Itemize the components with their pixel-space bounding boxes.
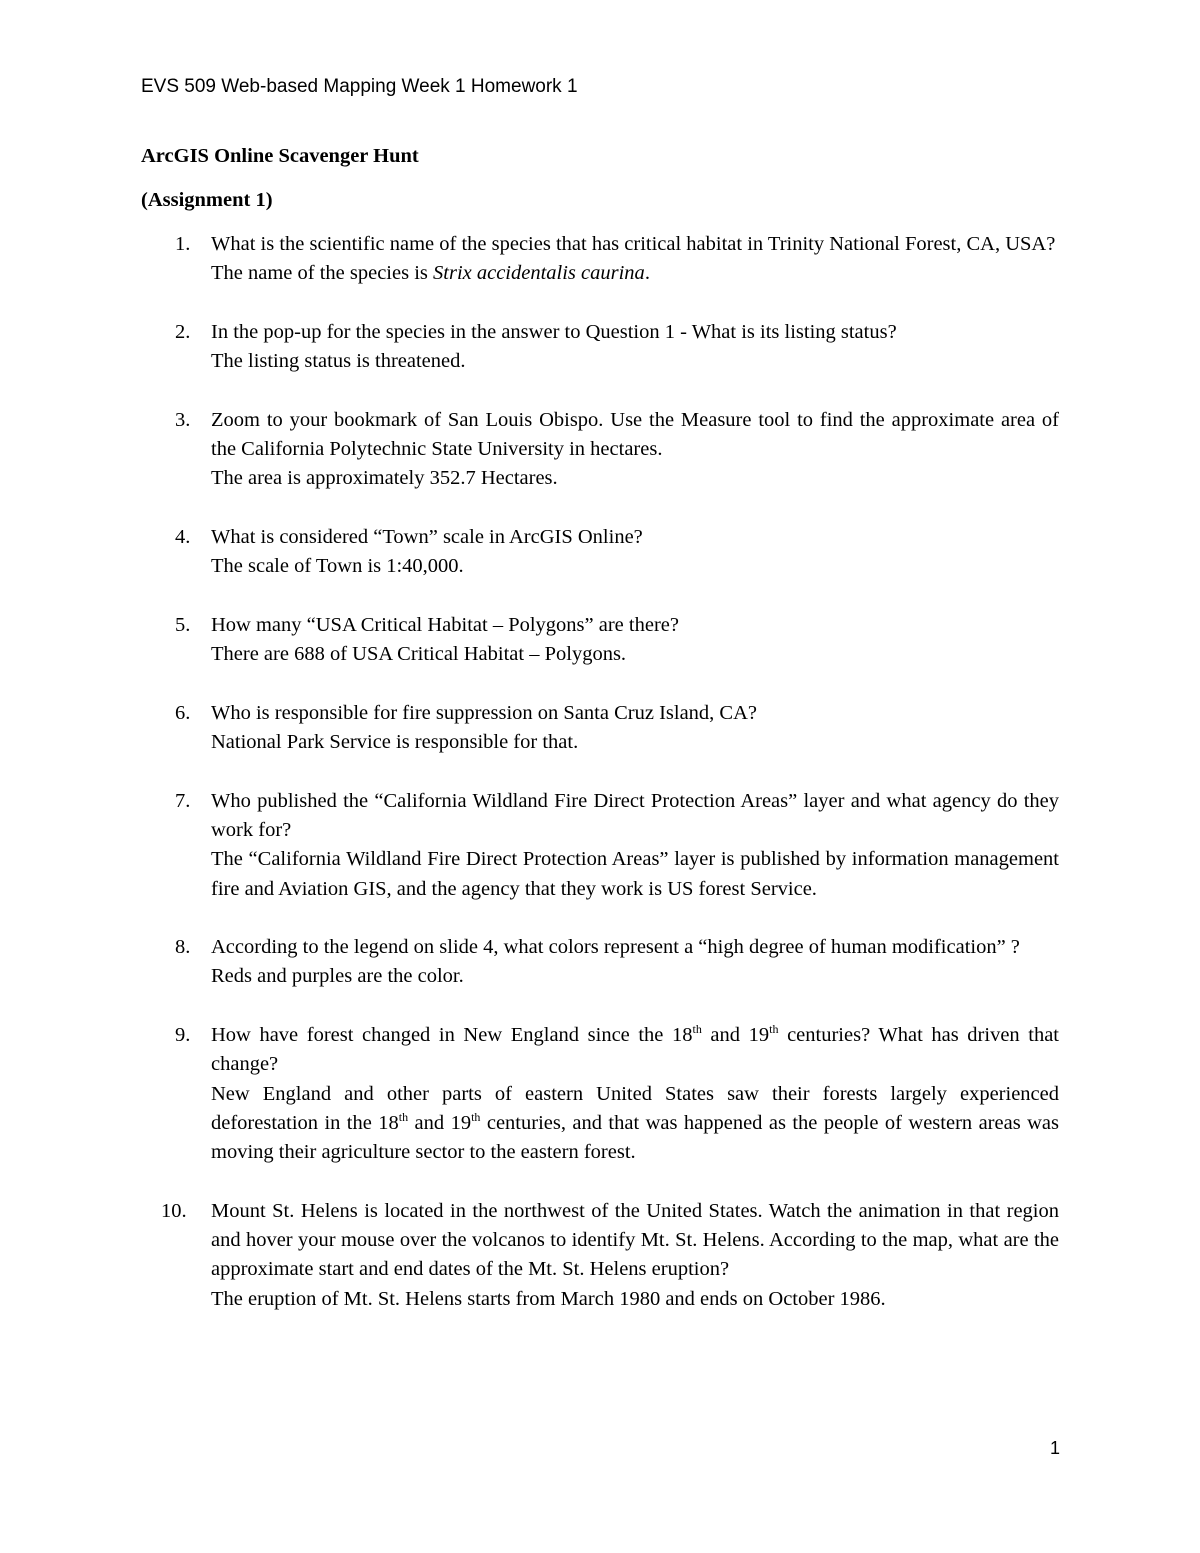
answer-prefix: The name of the species is bbox=[211, 262, 434, 285]
question-text bbox=[211, 1021, 1059, 1080]
ordinal-suffix: th bbox=[398, 1110, 409, 1125]
question-text: Who published the “California Wildland Fire Direct Protection Areas” layer and what agency do they work for? bbox=[211, 789, 1059, 841]
question-number: 10. bbox=[161, 1199, 187, 1222]
question-number: 1. bbox=[175, 232, 191, 255]
answer-text: There are 688 of USA Critical Habitat – Polygons. bbox=[211, 643, 627, 666]
question-item-8 bbox=[141, 933, 1059, 992]
question-number: 6. bbox=[175, 701, 191, 724]
answer-part: and 19 bbox=[408, 1111, 472, 1134]
question-text: Zoom to your bookmark of San Louis Obispo. Use the Measure tool to find the approximate area of the California Polytechnic State University in hectares. bbox=[211, 408, 1059, 461]
question-item-1 bbox=[141, 230, 1059, 289]
question-number: 7. bbox=[175, 789, 191, 812]
question-part: and 19 bbox=[701, 1023, 770, 1046]
question-item-7 bbox=[141, 787, 1059, 904]
question-part: How have forest changed in New England since the 18 bbox=[211, 1023, 693, 1046]
answer-text: Reds and purples are the color. bbox=[211, 965, 464, 988]
question-list bbox=[141, 230, 1059, 1314]
answer-text bbox=[211, 259, 1059, 288]
question-item-2 bbox=[141, 318, 1059, 377]
question-number: 5. bbox=[175, 613, 191, 636]
answer-text: The scale of Town is 1:40,000. bbox=[211, 555, 464, 578]
answer-text bbox=[211, 1080, 1059, 1168]
question-item-9 bbox=[141, 1021, 1059, 1167]
document-subtitle: (Assignment 1) bbox=[141, 188, 273, 211]
answer-text: National Park Service is responsible for that. bbox=[211, 731, 579, 754]
answer-text: The eruption of Mt. St. Helens starts from March 1980 and ends on October 1986. bbox=[211, 1287, 886, 1310]
answer-text: The area is approximately 352.7 Hectares. bbox=[211, 467, 558, 490]
ordinal-suffix: th bbox=[471, 1110, 481, 1125]
question-text: Who is responsible for fire suppression on Santa Cruz Island, CA? bbox=[211, 701, 757, 724]
ordinal-suffix: th bbox=[692, 1022, 702, 1037]
question-text: In the pop-up for the species in the answer to Question 1 - What is its listing status? bbox=[211, 320, 897, 343]
question-text: Mount St. Helens is located in the northwest of the United States. Watch the animation in that region and hover your mouse over the volcanos to identify Mt. St. Helens. According to the map, what are the approximate start and end dates of the Mt. St. Helens eruption? bbox=[211, 1199, 1059, 1281]
question-number: 3. bbox=[175, 408, 191, 431]
question-text: What is considered “Town” scale in ArcGIS Online? bbox=[211, 525, 643, 548]
answer-text: The listing status is threatened. bbox=[211, 350, 466, 373]
question-number: 9. bbox=[175, 1023, 191, 1046]
question-item-10 bbox=[141, 1197, 1059, 1314]
document-body bbox=[141, 142, 1059, 1343]
document-title: ArcGIS Online Scavenger Hunt bbox=[141, 145, 419, 167]
question-item-4 bbox=[141, 523, 1059, 582]
question-item-5 bbox=[141, 611, 1059, 670]
question-text: According to the legend on slide 4, what colors represent a “high degree of human modification” ? bbox=[211, 936, 1020, 959]
question-part: centuries? What has driven that change? bbox=[211, 1023, 1059, 1076]
question-item-6 bbox=[141, 699, 1059, 758]
question-number: 2. bbox=[175, 320, 191, 343]
question-text: How many “USA Critical Habitat – Polygons” are there? bbox=[211, 613, 679, 636]
answer-text: The “California Wildland Fire Direct Protection Areas” layer is published by information management fire and Aviation GIS, and the agency that they work is US forest Service. bbox=[211, 848, 1059, 900]
page-number: 1 bbox=[1049, 1438, 1060, 1458]
page-header: EVS 509 Web-based Mapping Week 1 Homework 1 bbox=[141, 76, 578, 97]
ordinal-suffix: th bbox=[769, 1022, 779, 1037]
question-text: What is the scientific name of the species that has critical habitat in Trinity National Forest, CA, USA? bbox=[211, 232, 1056, 255]
answer-part: centuries, and that was happened as the people of western areas was moving their agriculture sector to the eastern forest. bbox=[211, 1111, 1059, 1164]
question-number: 8. bbox=[175, 936, 191, 959]
question-number: 4. bbox=[175, 525, 191, 548]
answer-suffix: . bbox=[644, 262, 650, 285]
question-item-3 bbox=[141, 406, 1059, 494]
species-name: Strix accidentalis caurina bbox=[433, 262, 645, 285]
answer-part: New England and other parts of eastern United States saw their forests largely experienced deforestation in the 18 bbox=[211, 1082, 1059, 1134]
